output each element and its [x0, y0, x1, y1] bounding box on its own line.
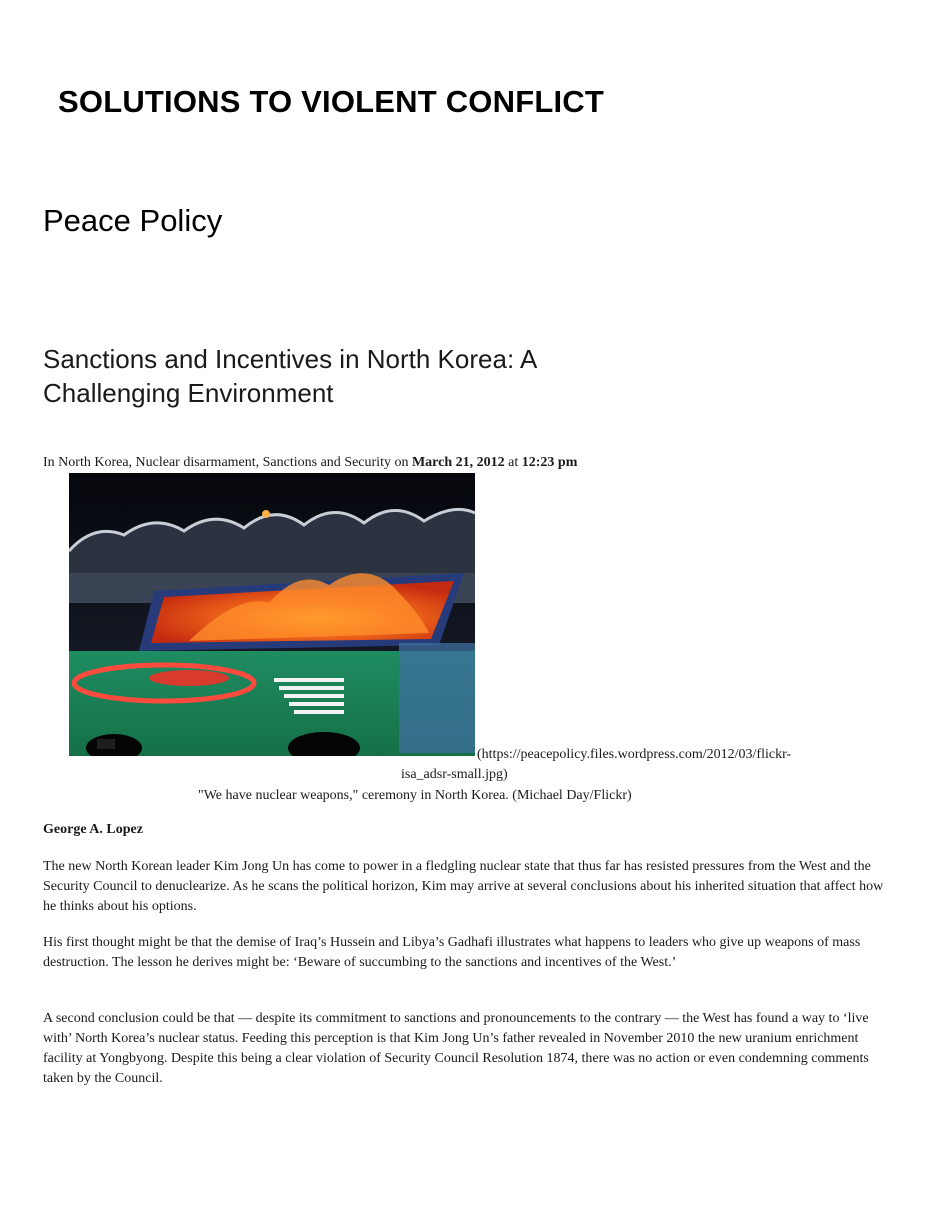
- photo-source-link-cont[interactable]: isa_adsr-small.jpg): [401, 767, 508, 782]
- meta-prefix: In: [43, 455, 55, 470]
- post-author: George A. Lopez: [43, 822, 143, 837]
- meta-date: March 21, 2012: [411, 455, 505, 470]
- post-photo[interactable]: [69, 473, 475, 756]
- meta-at: at: [508, 455, 519, 470]
- post-meta: [43, 455, 577, 471]
- paragraph-3: A second conclusion could be that — despite its commitment to sanctions and pronouncements to the contrary — the West has found a way to ‘live with’ North Korea’s nuclear status. Feeding this perception is that Kim Jong Un’s father revealed in November 2010 the new uranium enrichment facility at Yongbyong. Despite this being a clear violation of Security Council Resolution 1874, there was no action or even condemning comments taken by the Council.: [43, 1011, 869, 1086]
- paragraph-2: His first thought might be that the demise of Iraq’s Hussein and Libya’s Gadhafi illustrates what happens to leaders who give up weapons of mass destruction. The lesson he derives might be: ‘Beware of succumbing to the sanctions and incentives of the West.’: [43, 935, 861, 970]
- post-title: Sanctions and Incentives in North Korea: A Challenging Environment: [43, 344, 536, 408]
- site-title[interactable]: SOLUTIONS TO VIOLENT CONFLICT: [58, 84, 604, 119]
- paragraph-1: The new North Korean leader Kim Jong Un has come to power in a fledgling nuclear state that thus far has resisted pressures from the West and the Security Council to denuclearize. As he scans the political horizon, Kim may arrive at several conclusions about his inherited situation that affect how he thinks about his options.: [43, 859, 884, 914]
- photo-caption: "We have nuclear weapons," ceremony in North Korea. (Michael Day/Flickr): [198, 788, 632, 803]
- meta-categories[interactable]: North Korea, Nuclear disarmament, Sanctions and Security: [58, 455, 391, 470]
- meta-time: 12:23 pm: [521, 455, 578, 470]
- site-subtitle: Peace Policy: [43, 203, 223, 238]
- photo-source-link[interactable]: (https://peacepolicy.files.wordpress.com/2012/03/flickr-: [477, 747, 792, 762]
- meta-on: on: [394, 455, 409, 470]
